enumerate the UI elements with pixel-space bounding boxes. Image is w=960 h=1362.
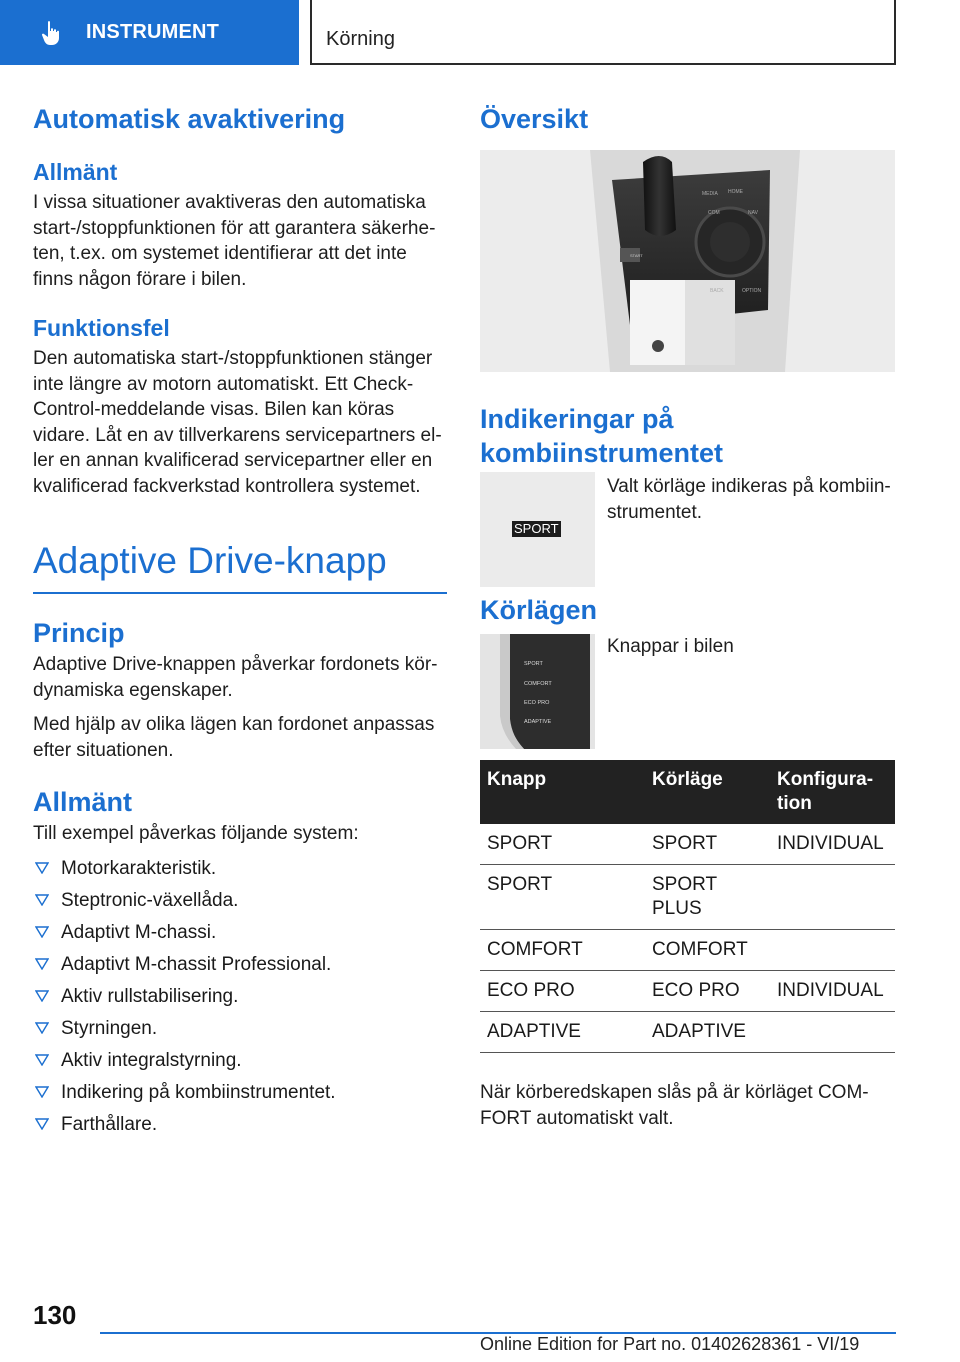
systems-list <box>33 856 447 1137</box>
table-cell: INDIVIDUAL <box>770 971 895 1012</box>
heading-allmant-2: Allmänt <box>33 787 133 817</box>
list-item-text: Styrningen. <box>61 1017 158 1039</box>
paragraph-princip-1: Adaptive Drive-knappen påverkar fordonets kördynamiska egenskaper. <box>33 654 438 701</box>
table-row <box>480 971 895 1012</box>
center-console-illustration <box>480 150 895 372</box>
list-item <box>33 1112 447 1137</box>
table-cell: INDIVIDUAL <box>770 824 895 865</box>
list-item <box>33 1080 447 1105</box>
table-cell: SPORT <box>480 824 645 865</box>
heading-adaptive-drive-knapp: Adaptive Drive-knapp <box>33 540 387 581</box>
bullet-triangle-icon <box>35 862 49 874</box>
paragraph-allmant-2: Till exempel påverkas följande system: <box>33 823 359 844</box>
heading-princip: Princip <box>33 618 125 648</box>
bullet-triangle-icon <box>35 958 49 970</box>
page-number: 130 <box>33 1300 77 1330</box>
chapter-tab[interactable] <box>0 0 299 65</box>
pointing-hand-icon <box>40 20 64 46</box>
bullet-triangle-icon <box>35 894 49 906</box>
drive-mode-buttons-image <box>480 634 595 749</box>
list-item-text: Adaptivt M-chassi. <box>61 921 217 943</box>
console-label-com: COM <box>708 210 720 216</box>
table-cell <box>770 865 895 930</box>
list-item-text: Motorkarakteristik. <box>61 857 217 879</box>
table-cell: ADAPTIVE <box>645 1012 770 1053</box>
console-overview-image <box>480 150 895 372</box>
list-item-text: Indikering på kombiinstrumentet. <box>61 1081 336 1103</box>
list-item-text: Farthållare. <box>61 1113 158 1135</box>
list-item <box>33 1016 447 1041</box>
heading-oversikt: Översikt <box>480 104 589 134</box>
bullet-triangle-icon <box>35 1118 49 1130</box>
heading-rule <box>33 592 447 594</box>
sport-badge: SPORT <box>514 521 559 536</box>
drive-modes-table <box>480 760 895 1053</box>
table-cell: COMFORT <box>645 930 770 971</box>
heading-indikeringar: Indikeringar på kombiinstrumentet <box>480 404 724 468</box>
right-column <box>480 100 895 1131</box>
table-row <box>480 1012 895 1053</box>
bullet-triangle-icon <box>35 1022 49 1034</box>
bullet-triangle-icon <box>35 1086 49 1098</box>
chapter-title: INSTRUMENT <box>86 21 220 43</box>
table-row <box>480 930 895 971</box>
table-cell: ECO PRO <box>645 971 770 1012</box>
button-label-sport: SPORT <box>524 661 543 667</box>
console-label-nav: NAV <box>748 210 758 216</box>
list-item <box>33 856 447 881</box>
bullet-triangle-icon <box>35 926 49 938</box>
table-cell: SPORT <box>480 865 645 930</box>
list-item <box>33 952 447 977</box>
table-cell <box>770 1012 895 1053</box>
button-label-comfort: COMFORT <box>524 681 552 687</box>
list-item <box>33 984 447 1009</box>
console-label-back: BACK <box>710 288 724 294</box>
heading-funktionsfel: Funktionsfel <box>33 315 170 341</box>
column-header-knapp: Knapp <box>480 760 645 824</box>
bullet-triangle-icon <box>35 1054 49 1066</box>
indikering-block <box>480 472 895 587</box>
left-column <box>33 100 447 1144</box>
table-row <box>480 865 895 930</box>
heading-korlagen: Körlägen <box>480 595 598 625</box>
table-header-row <box>480 760 895 824</box>
list-item <box>33 1048 447 1073</box>
paragraph-indikering: Valt körläge indikeras på kombiinstrumentet. <box>607 476 891 523</box>
table-cell: COMFORT <box>480 930 645 971</box>
table-cell <box>770 930 895 971</box>
paragraph-korlagen: Knappar i bilen <box>607 636 734 657</box>
list-item <box>33 920 447 945</box>
button-label-eco-pro: ECO PRO <box>524 700 550 706</box>
drive-mode-buttons-illustration <box>480 634 595 749</box>
table-cell: ADAPTIVE <box>480 1012 645 1053</box>
table-cell: ECO PRO <box>480 971 645 1012</box>
console-label-home: HOME <box>728 189 743 195</box>
console-label-media: MEDIA <box>702 191 718 197</box>
heading-allmant: Allmänt <box>33 159 118 185</box>
paragraph-funktionsfel: Den automatiska start-/stoppfunktionen stänger inte längre av motorn automatiskt. Ett Check-Control-meddelande visas. Bilen kan köras vidare. Låt en av tillverkarens servicepartners eller en annan kvalificerad servicepartner eller en kvalificerad fackverkstad kontrollera systemet. <box>33 348 442 497</box>
list-item-text: Adaptivt M-chassit Professional. <box>61 953 332 975</box>
bullet-triangle-icon <box>35 990 49 1002</box>
footer-edition-text: Online Edition for Part no. 01402628361 - VI/19 <box>480 1334 860 1354</box>
console-label-start: START <box>630 253 643 258</box>
cluster-sport-image <box>480 472 595 587</box>
korlagen-block <box>480 634 895 749</box>
paragraph-korberedskap: När körberedskapen slås på är körläget COMFORT automatiskt valt. <box>480 1082 869 1129</box>
list-item-text: Aktiv integralstyrning. <box>61 1049 242 1071</box>
button-label-adaptive: ADAPTIVE <box>524 719 552 725</box>
table-cell: SPORT <box>645 824 770 865</box>
column-header-korlage: Körläge <box>645 760 770 824</box>
list-item-text: Steptronic-växellåda. <box>61 889 239 911</box>
paragraph-allmant: I vissa situationer avaktiveras den automatiska start-/stoppfunktionen för att garantera säkerheten, t.ex. om systemet identifierar att det inte finns någon förare i bilen. <box>33 192 436 290</box>
paragraph-princip-2: Med hjälp av olika lägen kan fordonet anpassas efter situationen. <box>33 714 435 761</box>
console-label-option: OPTION <box>742 288 762 294</box>
column-header-konfiguration: Konfiguration <box>770 760 895 824</box>
list-item-text: Aktiv rullstabilisering. <box>61 985 239 1007</box>
table-row <box>480 824 895 865</box>
heading-automatisk-avaktivering: Automatisk avaktivering <box>33 104 346 134</box>
list-item <box>33 888 447 913</box>
table-cell: SPORT PLUS <box>645 865 770 930</box>
section-title: Körning <box>310 0 896 65</box>
